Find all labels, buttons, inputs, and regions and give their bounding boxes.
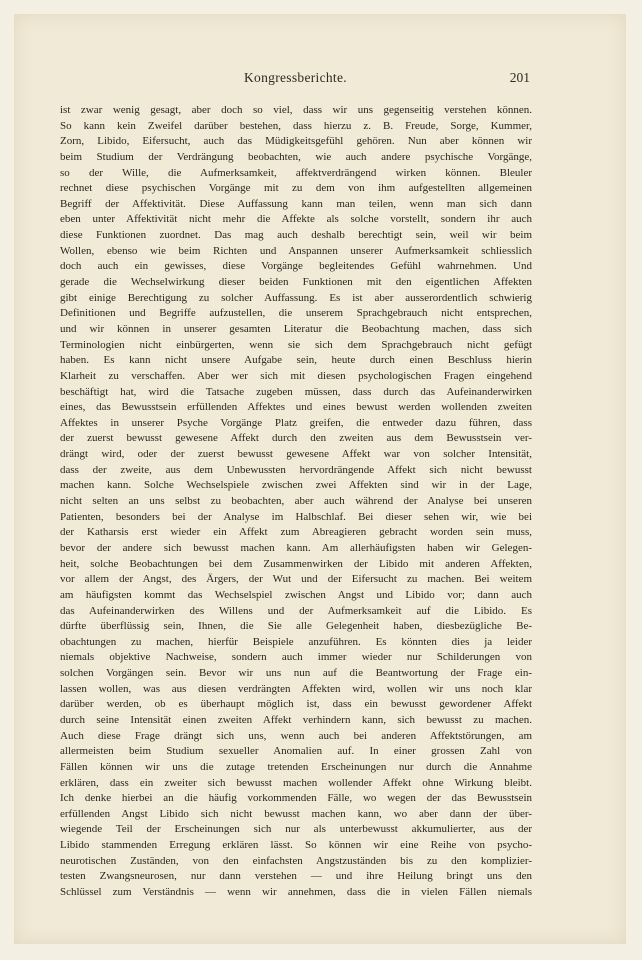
text-line: am häufigsten kommt das Wechselspiel zwischen Angst und Libido vor; dann auch: [60, 588, 532, 601]
text-line: und wir können in unserer gesamten Literatur die Beobachtung machen, dass sich: [60, 322, 532, 335]
text-line: solchen Vorgängen sein. Bevor wir uns nun auf die Beantwortung der Frage ein-: [60, 667, 532, 680]
body-text: [60, 103, 532, 901]
text-line: doch auch ein gewisses, diese Vorgänge begleitendes Gefühl wahrnehmen. Und: [60, 260, 532, 273]
text-line: beim Studium der Verdrängung beobachten, wie auch andere psychische Vorgänge,: [60, 150, 532, 163]
text-line: allermeisten beim Studium sexueller Anomalien auf. In einer grossen Zahl von: [60, 745, 532, 758]
text-line: vor allem der Angst, des Ärgers, der Wut und der Eifersucht zu machen. Bei weitem: [60, 573, 532, 586]
text-line: heit, solche Beobachtungen bei dem Zusammenwirken der Libido mit anderen Affekten,: [60, 557, 532, 570]
text-line: der zuerst bewusst gewesene Affekt durch den zweiten aus dem Bewusstsein ver-: [60, 432, 532, 445]
text-line: Schlüssel zum Verständnis — wenn wir annehmen, dass die in vielen Fällen niemals: [60, 886, 532, 899]
text-line: dass der zweite, aus dem Unbewussten hervordrängende Affekt sich nicht bewusst: [60, 463, 532, 476]
text-line: Affektes in unserer Psyche Vorgänge Platz greifen, die entweder dazu führen, dass: [60, 416, 532, 429]
text-line: darüber werden, ob es überhaupt möglich ist, dass ein bewusst gewordener Affekt: [60, 698, 532, 711]
text-line: das Aufeinanderwirken des Willens und der Aufmerksamkeit auf die Libido. Es: [60, 604, 532, 617]
text-line: Patienten, besonders bei der Analyse im Halbschlaf. Bei dieser sehen wir, wie bei: [60, 510, 532, 523]
page-header: [74, 70, 530, 88]
text-line: eines, das Bewusstsein erfüllenden Affektes und eines bewust werden wollenden zweiten: [60, 401, 532, 414]
text-line: dürfte überflüssig sein, Ihnen, die Sie alle Gelegenheit haben, diesbezügliche Be-: [60, 620, 532, 633]
text-line: machen kann. Solche Wechselspiele zwischen zwei Affekten sind wir in der Lage,: [60, 479, 532, 492]
text-line: Klarheit zu verschaffen. Aber wer sich mit diesen psychologischen Fragen eingehend: [60, 369, 532, 382]
text-line: niemals objektive Nachweise, sondern auch immer wieder nur Schilderungen von: [60, 651, 532, 664]
text-line: erklären, dass ein zweiter sich bewusst machen wollender Affekt ohne Wirkung bleibt.: [60, 776, 532, 789]
text-line: testen Zwangsneurosen, nur dann verstehen — und ihre Heilung bringt uns den: [60, 870, 532, 883]
book-page: [14, 14, 626, 944]
text-line: Auch diese Frage drängt sich uns, wenn auch bei anderen Affektstörungen, am: [60, 729, 532, 742]
text-line: gerade die Wechselwirkung dieser beiden Funktionen mit den eigentlichen Affekten: [60, 276, 532, 289]
text-line: Definitionen und Begriffe aufzustellen, die unserem Sprachgebrauch nicht entsprechen,: [60, 307, 532, 320]
text-line: der Katharsis erst wieder ein Affekt zum Abreagieren gebracht worden sein muss,: [60, 526, 532, 539]
text-line: neurotischen Zuständen, von den einfachsten Angstzuständen bis zu den komplizier-: [60, 854, 532, 867]
text-line: eben unter Affektivität nicht mehr die Affekte als solche vorstellt, sondern ihr auch: [60, 213, 532, 226]
text-line: nicht selten an uns selbst zu beobachten, aber auch während der Analyse bei unseren: [60, 495, 532, 508]
text-line: Zorn, Libido, Eifersucht, auch das Müdigkeitsgefühl gehören. Nun aber können wir: [60, 135, 532, 148]
text-line: Begriff der Affektivität. Diese Auffassung kann man teilen, wenn man sich dann: [60, 197, 532, 210]
text-line: rechnet diese psychischen Vorgänge mit zu dem von ihm aufgestellten allgemeinen: [60, 182, 532, 195]
text-line: lassen wollen, was aus diesen verdrängten Affekten wird, wollen wir uns noch klar: [60, 682, 532, 695]
text-line: diese Funktionen zuordnet. Das mag auch deshalb berechtigt sein, weil wir beim: [60, 229, 532, 242]
text-line: wiegende Teil der Erscheinungen sich nur als unterbewusst akkumulierter, aus der: [60, 823, 532, 836]
text-line: erfüllenden Angst Libido sich nicht bewusst machen kann, wo aber dann der über-: [60, 807, 532, 820]
text-line: So kann kein Zweifel darüber bestehen, dass hierzu z. B. Freude, Sorge, Kummer,: [60, 119, 532, 132]
text-line: durch seine Intensität einen zweiten Affekt verhindern kann, sich bewusst zu machen.: [60, 713, 532, 726]
text-line: drängt wird, oder der zuerst bewusst gewesene Affekt war von solcher Intensität,: [60, 448, 532, 461]
text-line: Fällen können wir uns die zutage tretenden Erscheinungen nur durch die Annahme: [60, 760, 532, 773]
text-line: haben. Es kann nicht unsere Aufgabe sein, heute durch einen Beschluss hierin: [60, 354, 532, 367]
text-line: obachtungen zu machen, hierfür Beispiele anzuführen. Es könnten dies ja leider: [60, 635, 532, 648]
text-line: Libido stammenden Erregung erklären lässt. So können wir eine Reihe von psycho-: [60, 839, 532, 852]
text-line: Terminologien nicht einbürgerten, wenn sie sich dem Sprachgebrauch nicht gefügt: [60, 338, 532, 351]
text-line: beschäftigt hat, wird die Tatsache zugeben müssen, dass durch das Aufeinanderwirken: [60, 385, 532, 398]
text-line: gibt einige Berechtigung zu solcher Auffassung. Es ist aber ausserordentlich schwierig: [60, 291, 532, 304]
page-number: 201: [509, 70, 530, 85]
running-title: Kongressberichte.: [244, 70, 347, 85]
text-line: ist zwar wenig gesagt, aber doch so viel, dass wir uns gegenseitig verstehen können.: [60, 104, 532, 116]
text-line: so der Wille, die Aufmerksamkeit, affektverdrängend wirken können. Bleuler: [60, 166, 532, 179]
text-line: Ich denke hierbei an die häufig vorkommenden Fälle, wo wegen der das Bewusstsein: [60, 792, 532, 805]
text-line: Wollen, ebenso wie beim Richten und Anspannen unserer Aufmerksamkeit schliesslich: [60, 244, 532, 257]
text-line: bevor der andere sich bewusst machen kann. Am allerhäufigsten haben wir Gelegen-: [60, 541, 532, 554]
